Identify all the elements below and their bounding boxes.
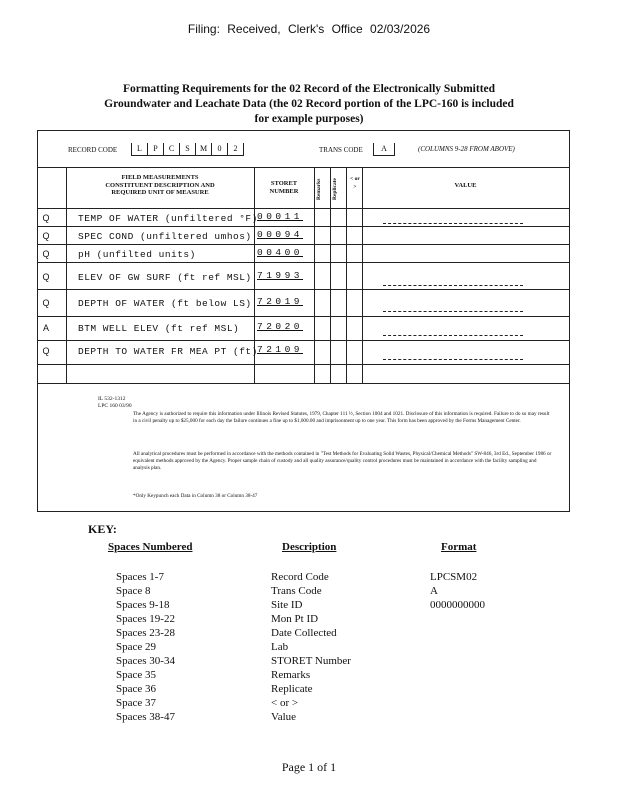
key-spaces: Spaces 19-22: [116, 613, 175, 625]
page-number: Page 1 of 1: [281, 760, 337, 774]
field-measurements-grid: [38, 167, 569, 384]
row-qualifier: Q: [42, 213, 50, 223]
key-format: A: [430, 585, 438, 597]
row-value-line: [383, 310, 523, 312]
key-spaces: Spaces 1-7: [116, 571, 164, 583]
row-description: DEPTH OF WATER (ft below LS): [78, 298, 252, 309]
row-description: SPEC COND (unfiltered umhos): [78, 231, 252, 242]
row-storet: 72109: [257, 344, 304, 355]
key-spaces: Space 37: [116, 697, 157, 709]
col-header-storet: STORET NUMBER: [269, 180, 299, 195]
title-line-3: for example purposes): [254, 113, 364, 125]
grid-rule: [38, 364, 569, 365]
record-code-char: L: [131, 143, 147, 156]
key-description: Record Code: [271, 571, 329, 583]
key-description: Remarks: [271, 669, 311, 681]
row-storet: 00094: [257, 229, 304, 240]
row-value-line: [383, 222, 523, 224]
col-header-lt-gt: < or >: [350, 176, 360, 190]
row-value-line: [383, 334, 523, 336]
trans-code-box: A: [373, 143, 395, 156]
record-code-char: P: [147, 143, 163, 156]
row-qualifier: Q: [42, 298, 50, 308]
grid-divider: [330, 168, 331, 383]
fine-print-procedures: All analytical procedures must be performed in accordance with the methods contained in "Test Methods for Evaluating Solid Wastes, Physical/Chemical Methods" SW-846, 3rd Ed., September 1986 or equivalent methods approved by the Agency. Proper sample chain of custody and all quality assurance/quality control procedures must be maintained in accordance with the facility sampling and analysis plan.: [133, 451, 552, 471]
row-description: DEPTH TO WATER FR MEA PT (ft): [78, 346, 258, 357]
row-description: ELEV OF GW SURF (ft ref MSL): [78, 272, 252, 283]
col-header-value: VALUE: [454, 182, 477, 189]
grid-rule: [38, 208, 569, 209]
col-header-field: FIELD MEASUREMENTS CONSTITUENT DESCRIPTION AND REQUIRED UNIT OF MEASURE: [105, 174, 215, 196]
row-storet: 72020: [257, 321, 304, 332]
row-value-line: [383, 358, 523, 360]
key-header-description: Description: [282, 541, 337, 553]
row-qualifier: Q: [42, 272, 50, 282]
col-header-replicate: Replicate: [332, 178, 338, 200]
document-title: [60, 82, 558, 127]
key-spaces: Spaces 9-18: [116, 599, 170, 611]
key-spaces: Space 35: [116, 669, 157, 681]
key-description: Mon Pt ID: [271, 613, 319, 625]
record-code-char: M: [195, 143, 211, 156]
col-header-remarks: Remarks: [316, 178, 322, 200]
grid-rule: [38, 244, 569, 245]
row-storet: 71993: [257, 270, 304, 281]
key-spaces: Space 8: [116, 585, 151, 597]
key-format: 0000000000: [430, 599, 485, 611]
row-qualifier: Q: [42, 231, 50, 241]
key-description: Lab: [271, 641, 289, 653]
key-header-format: Format: [441, 541, 477, 553]
grid-divider: [362, 168, 363, 383]
title-line-2: Groundwater and Leachate Data (the 02 Record portion of the LPC-160 is included: [104, 98, 514, 110]
key-header-spaces: Spaces Numbered: [108, 541, 193, 553]
row-qualifier: Q: [42, 346, 50, 356]
record-code-char: S: [179, 143, 195, 156]
form-id: IL 532-1312 LPC 160 03/90: [98, 396, 132, 409]
grid-rule: [38, 262, 569, 263]
lpc-160-form: [37, 130, 570, 512]
grid-divider: [314, 168, 315, 383]
record-code-char: C: [163, 143, 179, 156]
grid-divider: [66, 168, 67, 383]
key-description: Date Collected: [271, 627, 337, 639]
row-description: BTM WELL ELEV (ft ref MSL): [78, 323, 240, 334]
grid-rule: [38, 289, 569, 290]
key-description: Value: [271, 711, 297, 723]
key-description: Trans Code: [271, 585, 322, 597]
key-format: LPCSM02: [430, 571, 478, 583]
record-code-char: 2: [227, 143, 244, 156]
key-spaces: Spaces 23-28: [116, 627, 175, 639]
row-storet: 00011: [257, 211, 304, 222]
record-code-boxes: [131, 143, 244, 156]
grid-rule: [38, 316, 569, 317]
key-spaces: Space 29: [116, 641, 157, 653]
key-spaces: Space 36: [116, 683, 157, 695]
row-value-line: [383, 284, 523, 286]
row-storet: 72019: [257, 296, 304, 307]
trans-code-label: TRANS CODE: [319, 146, 363, 154]
grid-divider: [346, 168, 347, 383]
key-description: < or >: [271, 697, 299, 709]
filing-stamp: Filing: Received, Clerk's Office 02/03/2026: [187, 22, 431, 36]
row-storet: 00400: [257, 247, 304, 258]
row-qualifier: Q: [42, 249, 50, 259]
columns-note: (COLUMNS 9-28 FROM ABOVE): [418, 145, 515, 153]
key-description: Site ID: [271, 599, 303, 611]
row-description: pH (unfilted units): [78, 249, 196, 260]
grid-rule: [38, 340, 569, 341]
key-description: Replicate: [271, 683, 313, 695]
grid-rule: [38, 226, 569, 227]
row-description: TEMP OF WATER (unfiltered °F): [78, 213, 258, 224]
fine-print-authority: The Agency is authorized to require this information under Illinois Revised Statutes, 1979, Chapter 111 ½, Section 1004 and 1021. Disclosure of this information is required. Failure to do so may result in a civil penalty up to $25,000 for each day the failure continues a fine up to $1,000.00 and imprisonment up to one year. This form has been approved by the Forms Management Center.: [133, 411, 550, 424]
fine-print-keypunch: *Only Keypunch each Data in Column 38 or Column 38-47: [133, 493, 258, 499]
title-line-1: Formatting Requirements for the 02 Record of the Electronically Submitted: [122, 83, 496, 95]
key-description: STORET Number: [271, 655, 351, 667]
row-qualifier: A: [42, 323, 49, 333]
record-code-label: RECORD CODE: [68, 146, 118, 154]
key-label: KEY:: [88, 522, 117, 536]
record-code-char: 0: [211, 143, 227, 156]
key-spaces: Spaces 30-34: [116, 655, 175, 667]
key-spaces: Spaces 38-47: [116, 711, 175, 723]
